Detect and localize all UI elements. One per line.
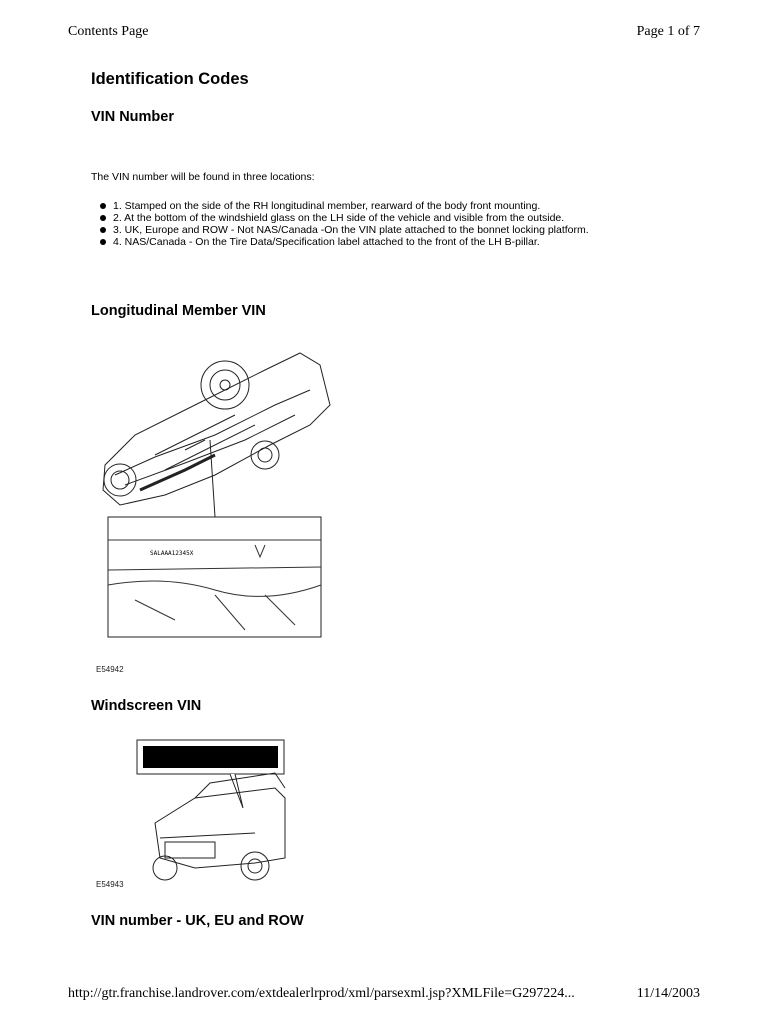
section-heading-vin-number: VIN Number (91, 109, 174, 125)
header-page-number: Page 1 of 7 (636, 24, 700, 39)
vehicle-front-illustration (135, 738, 290, 888)
footer-date: 11/14/2003 (636, 986, 700, 1001)
figure-label: E54943 (96, 880, 124, 889)
list-item: 1. Stamped on the side of the RH longitudinal member, rearward of the body front mounting. (91, 200, 589, 212)
section-heading-vin-uk-eu-row: VIN number - UK, EU and ROW (91, 913, 304, 929)
footer-url: http://gtr.franchise.landrover.com/extdealerlrprod/xml/parsexml.jsp?XMLFile=G297224... (68, 986, 575, 1001)
list-item: 3. UK, Europe and ROW - Not NAS/Canada -On the VIN plate attached to the bonnet locking platform. (91, 224, 589, 236)
intro-text: The VIN number will be found in three locations: (91, 171, 315, 183)
figure-label: E54942 (96, 665, 124, 674)
vehicle-underside-illustration (95, 345, 335, 640)
vin-locations-list (91, 200, 589, 248)
page-title: Identification Codes (91, 70, 249, 88)
section-heading-windscreen-vin: Windscreen VIN (91, 698, 202, 714)
list-item: 2. At the bottom of the windshield glass on the LH side of the vehicle and visible from the outside. (91, 212, 589, 224)
svg-text:SALAAA12345X: SALAAA12345X (150, 550, 194, 557)
section-heading-longitudinal-member-vin: Longitudinal Member VIN (91, 303, 266, 319)
header-page-name: Contents Page (68, 24, 149, 39)
list-item: 4. NAS/Canada - On the Tire Data/Specification label attached to the front of the LH B-pillar. (91, 236, 589, 248)
